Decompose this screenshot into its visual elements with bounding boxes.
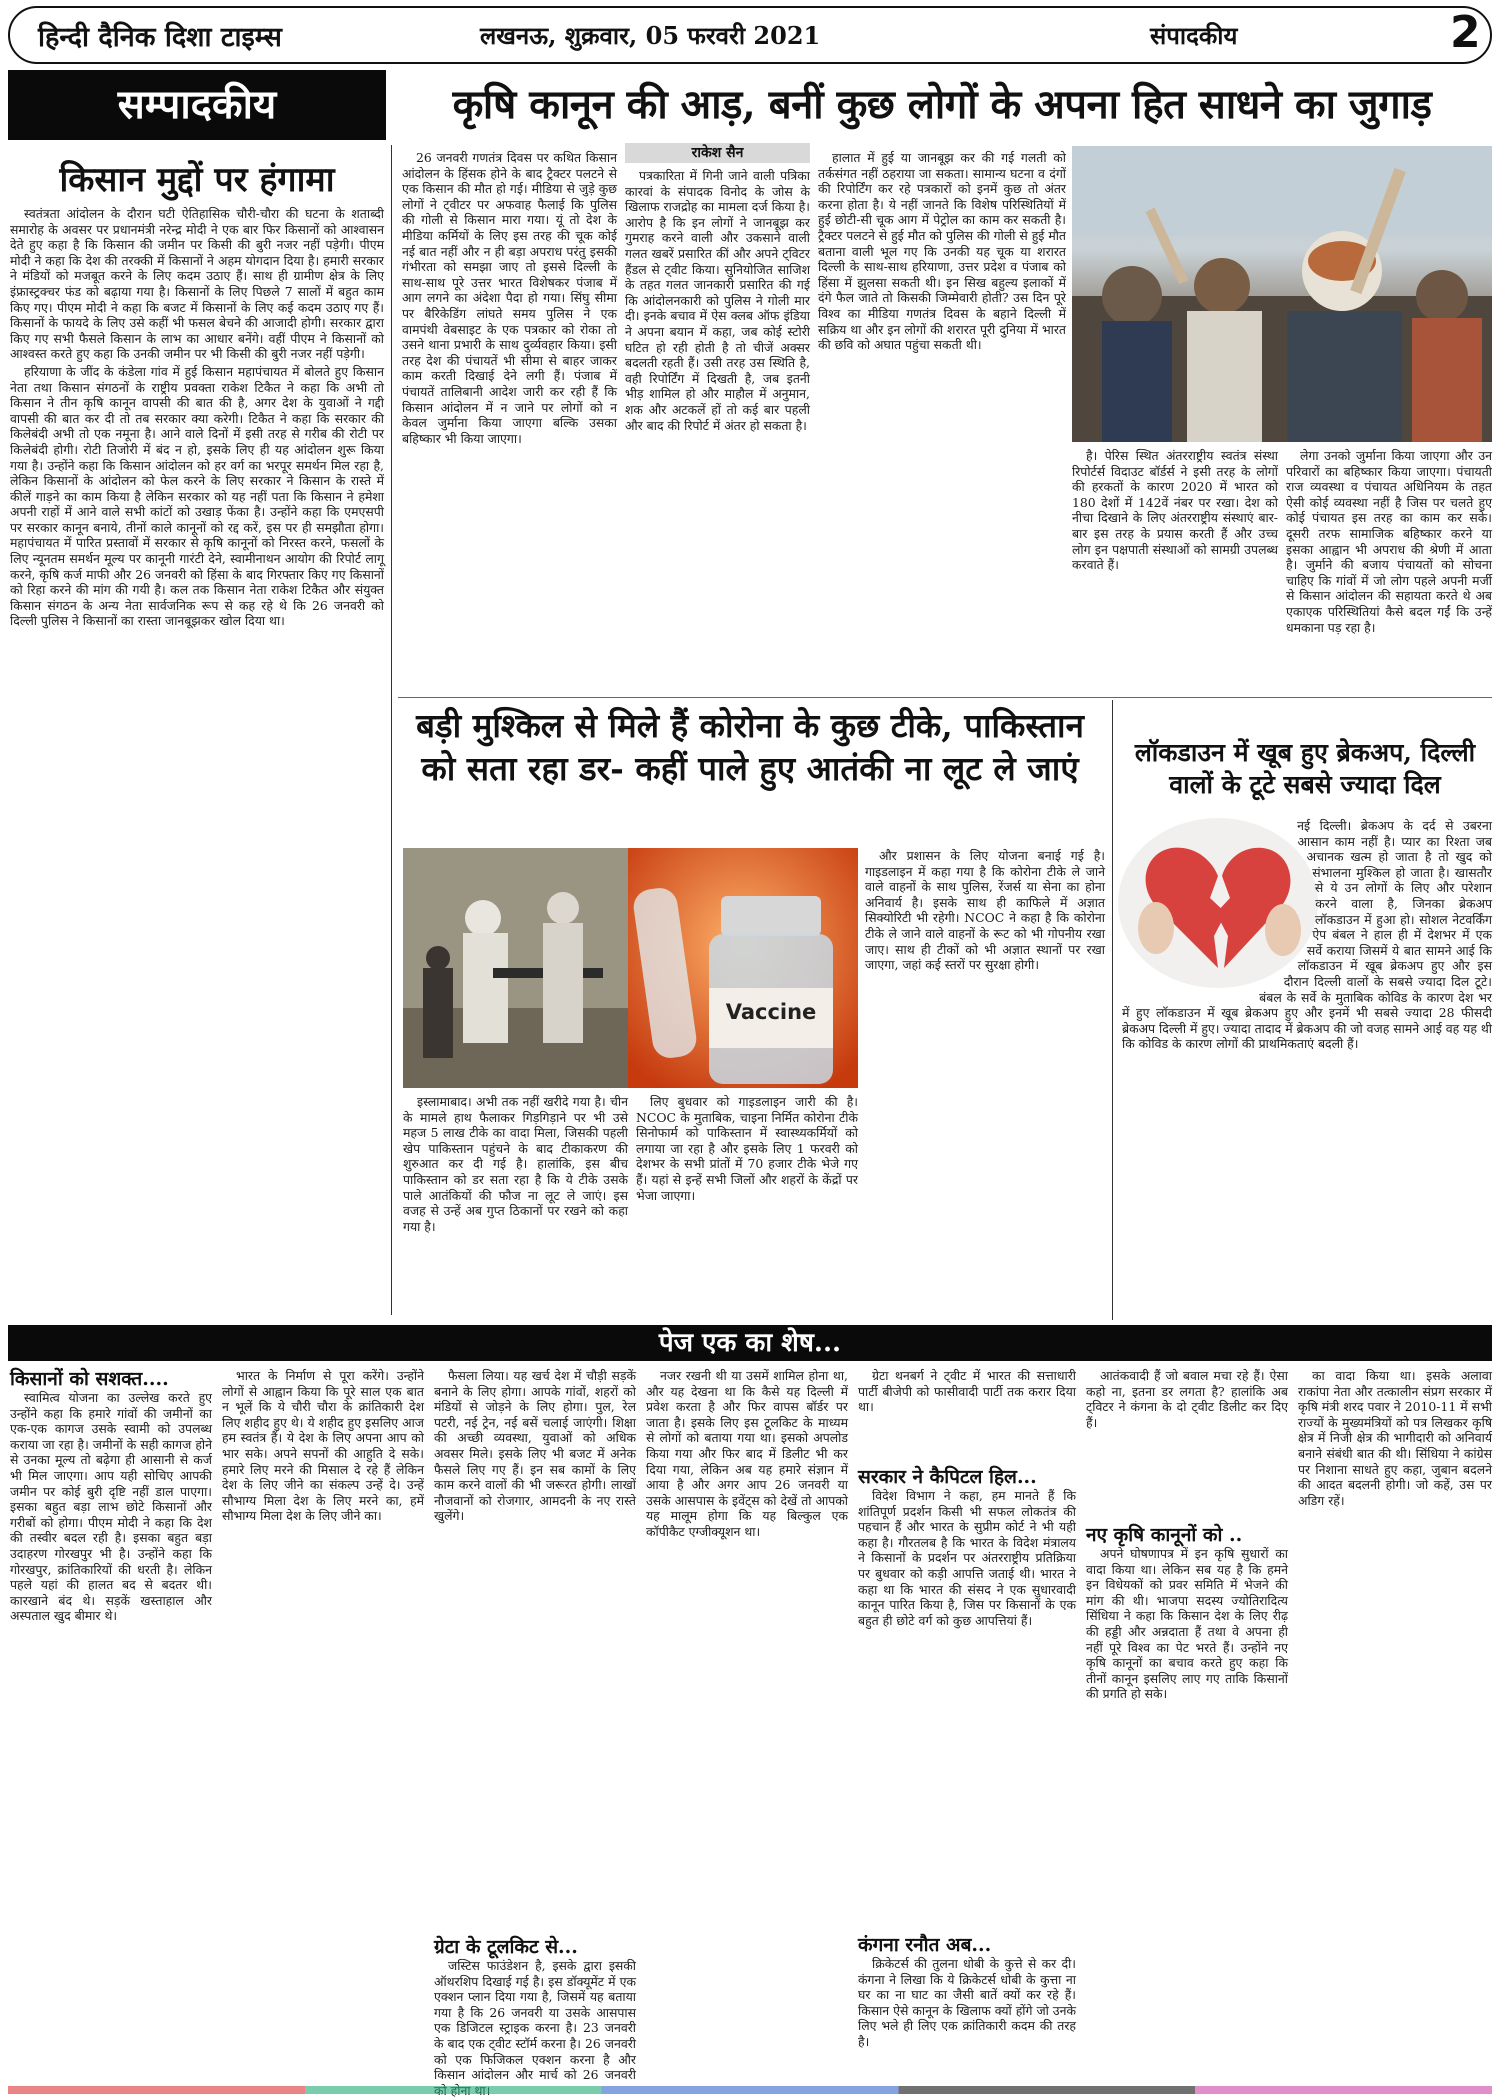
editorial-paragraph: हरियाणा के जींद के कंडेला गांव में हुई किसान महापंचायत में बोलते हुए किसान नेता तथा किसान संगठनों के राष्ट्रीय प्रवक्ता राकेश टिकैत ने कहा कि अभी तो किसान ने तीन कृषि कानून वापसी की बात की है, अगर देश के युवाओं ने गद्दी वापसी की बात कर दी तो तब सरकार क्या करेगी। टिकैत ने कहा कि सरकार की किलेबंदी अभी तो एक नमूना है। आने वाले दिनों में इसी तरह से गरीब की रोटी पर किलेबंदी होगी। रोटी तिजोरी में बंद न हो, इसके लिए ही यह आंदोलन शुरू किया गया है। उन्होंने कहा कि किसान आंदोलन को हर वर्ग का भरपूर समर्थन मिल रहा है, लेकिन किसानों के आंदोलन को फेल करने के लिए सरकार ने किसान के रास्ते में कीलें गाड़ने का काम किया है लेकिन सरकार को यह नहीं पता कि किसान ने हमेशा अपनी राहों में आने वाले सभी कांटों को उखाड़ फेंका है। उन्होंने कहा कि एमएसपी पर सरकार कानून बनाये, तीनों काले कानूनों को रद्द करें, इस पर ही समझौता होगा। महापंचायत में पारित प्रस्तावों में सरकार से कृषि कानूनों को निरस्त करने, फसलों के लिए न्यूनतम समर्थन मूल्य पर कानूनी गारंटी देने, स्वामीनाथन आयोग की रिपोर्ट लागू करने, कृषि कर्ज माफी और 26 जनवरी को हिंसा के बाद गिरफ्तार किए गए किसानों को रिहा करने की मांग की गयी है। कल तक किसान नेता राकेश टिकैत और संयुक्त किसान संगठन के अन्य नेता सार्वजनिक रूप से कह रहे थे कि 26 जनवरी को दिल्ली पुलिस ने किसानों का रास्ता जानबूझकर खोल दिया था। [10, 363, 384, 629]
continuation-text: फैसला लिया। यह खर्च देश में चौड़ी सड़कें बनाने के लिए होगा। आपके गांवों, शहरों को मंडियों से जोड़ने के लिए होगा। पुल, रेल पटरी, नई ट्रेन, नई बसें चलाई जाएंगी। शिक्षा की अच्छी व्यवस्था, युवाओं को अधिक अवसर मिले। इसके लिए भी बजट में अनेक फैसले लिए गए हैं। इन सब कामों के लिए काम करने वालों की भी जरूरत होगी। लाखों नौजवानों को रोजगार, आमदनी के नए रास्ते खुलेंगे। [434, 1368, 636, 1524]
continuation-text: क्रिकेटर्स की तुलना धोबी के कुत्ते से कर दी। कंगना ने लिखा कि ये क्रिकेटर्स धोबी के कुत्ता ना घर का ना घाट का जैसी बातें क्यों कर रहे हैं। किसान ऐसे कानून के खिलाफ क्यों होंगे जो उनके लिए भले ही लिए एक क्रांतिकारी कदम की तरह है। [858, 1956, 1076, 2049]
main-article-text: पत्रकारिता में गिनी जाने वाली पत्रिका कारवां के संपादक विनोद के जोस के खिलाफ राजद्रोह का मामला दर्ज किया है। आरोप है कि इन लोगों ने जानबूझ कर गुमराह करने वाली और उकसाने वाली गलत खबरें प्रसारित कीं और अपने ट्विटर हैंडल से ट्वीट किया। सुनियोजित साजिश के तहत गलत जानकारी प्रसारित की गई कि आंदोलनकारी को पुलिस ने गोली मार दी। इनके बचाव में ऐस क्लब ऑफ इंडिया ने अपना बयान में कहा, जब कोई स्टोरी घटित हो रही होती है तो चीजें अक्सर बदलती रहती हैं। उसी तरह उस स्थिति है, वही रिपोर्टिंग में दिखती है, जब इतनी भीड़ शामिल हो और माहौल में अनुमान, शक और अटकलें हों तो कई बार पहली और बाद की रिपोर्ट में अंतर हो सकता है। [625, 168, 810, 433]
column-divider [391, 145, 392, 1315]
vaccine-article-text: लिए बुधवार को गाइडलाइन जारी की है। NCOC के मुताबिक, चाइना निर्मित कोरोना टीके सिनोफार्म को पाकिस्तान में स्वास्थ्यकर्मियों को लगाया जा रहा है और इसके लिए 1 फरवरी को देशभर के सभी प्रांतों में 70 हजार टीके भेजे गए हैं। यहां से इन्हें सभी जिलों और शहरों के केंद्रों पर भेजा जाएगा। [636, 1094, 858, 1203]
vaccine-article-text: इस्लामाबाद। अभी तक नहीं खरीदे गया है। चीन के मामले हाथ फैलाकर गिड़गिड़ाने पर भी उसे महज 5 लाख टीके का वादा मिला, जिसकी पहली खेप पाकिस्तान पहुंचने के बाद टीकाकरण की शुरुआत कर दी गई है। हालांकि, इस बीच पाकिस्तान को डर सता रहा है कि ये टीके उसके पाले आतंकियों की फौज ना लूट ले जाएं। इस वजह से उन्हें अब गुप्त ठिकानों पर रखने को कहा गया है। [403, 1094, 628, 1234]
publication-name: हिन्दी दैनिक दिशा टाइम्स [38, 22, 282, 53]
vaccine-article-column [865, 848, 1105, 1318]
vaccine-article-text: और प्रशासन के लिए योजना बनाई गई है। गाइडलाइन में कहा गया है कि कोरोना टीके ले जाने वाले वाहनों के साथ पुलिस, रेंजर्स या सेना का होना अनिवार्य है। इसके साथ ही काफिले में अज्ञात सिक्योरिटी भी रहेगी। NCOC ने कहा है कि कोरोना टीके ले जाने वाले वाहनों के रूट को भी गोपनीय रखा जाए। साथ ही टीकों को भी अज्ञात स्थानों पर रखा जाएगा, जहां कई स्तरों पर सुरक्षा होगी। [865, 848, 1105, 973]
vaccine-photo-illustration [403, 848, 858, 1088]
continuation-head: कंगना रनौत अब... [858, 1934, 992, 1956]
vaccine-photo [403, 848, 858, 1088]
continuation-head: किसानों को सशक्त.... [10, 1368, 169, 1390]
editorial-banner: सम्पादकीय [8, 70, 386, 140]
column-divider [1112, 700, 1113, 1320]
protest-photo-caption [1072, 448, 1278, 690]
vaccine-article-column [403, 1094, 628, 1316]
continuation-text: स्वामित्व योजना का उल्लेख करते हुए उन्होंने कहा कि हमारे गांवों की जमीनों का एक-एक कागज उसके स्वामी को उपलब्ध कराया जा रहा है। जमीनों के सही कागज होने से उनका मूल्य तो बढ़ेगा ही आसानी से कर्ज भी मिल जाएगा। आप यही सोचिए आपकी जमीन पर कोई बुरी दृष्टि नहीं डाल पाएगा। इसका बहुत बड़ा लाभ छोटे किसानों और गरीबों को होगा। पीएम मोदी ने कहा कि देश की तस्वीर बदल रही है। इसका बहुत बड़ा उदाहरण गोरखपुर भी है। उन्होंने कहा कि गोरखपुर, क्रांतिकारियों की धरती है। लेकिन पहले यहां की हालत बद से बदतर थी। कारखाने बंद थे। सड़कें खस्ताहाल और अस्पताल खुद बीमार थे। [10, 1390, 212, 1624]
main-article-text: 26 जनवरी गणतंत्र दिवस पर कथित किसान आंदोलन के हिंसक होने के बाद ट्रैक्टर पलटने से एक किसान की मौत हो गई। मीडिया से जुड़े कुछ लोगों ने ट्वीटर पर अफवाह फैलाई कि पुलिस की गोली से किसान मारा गया। यूं तो देश के मीडिया कर्मियों के लिए इस तरह की चूक कोई नई बात नहीं और न ही बड़ा अपराध परंतु इसकी गंभीरता को समझा जाए तो इससे दिल्ली के साथ-साथ पूरे उत्तर भारत विशेषकर पंजाब में आग लगने का अंदेशा पैदा हो गया। सिंघु सीमा पर बैरिकेडिंग लांघते समय पुलिस ने एक वामपंथी वेबसाइट के एक पत्रकार को रोका तो उसने थाना प्रभारी के साथ दुर्व्यवहार किया। इसी तरह देश की पंचायतें भी सीमा से बाहर जाकर काम करती दिखाई देने लगी हैं। पंजाब में पंचायतें तालिबानी आदेश जारी कर रही हैं कि किसान आंदोलन में न जाने पर लोगों को न केवल जुर्माना किया जाएगा बल्कि उसका बहिष्कार भी किया जाएगा। [402, 150, 617, 446]
page-number: 2 [1450, 7, 1481, 58]
lockdown-headline: लॉकडाउन में खूब हुए ब्रेकअप, दिल्ली वालों के टूटे सबसे ज्यादा दिल [1134, 738, 1476, 799]
lockdown-paragraph: नई दिल्ली। ब्रेकअप के दर्द से उबरना आसान काम नहीं है। प्यार का रिश्ता जब अचानक खत्म हो जाता है तो खुद को संभालना मुश्किल हो जाता है। खासतौर से ये उन लोगों के लिए और परेशान करने वाला है, जिनका ब्रेकअप लॉकडाउन में हुआ हो। सोशल नेटवर्किंग ऐप बंबल ने हाल ही में देशभर में एक सर्वे कराया जिसमें ये बात सामने आई कि लॉकडाउन में खूब ब्रेकअप हुए और इस दौरान दिल्ली वालों के सबसे ज्यादा दिल टूटे। बंबल के सर्वे के मुताबिक कोविड के कारण देश भर में हुए लॉकडाउन में खूब ब्रेकअप हुए और इनमें भी सबसे ज्यादा 28 फीसदी ब्रेकअप दिल्ली में हुए। ज्यादा तादाद में ब्रेकअप की जो वजह सामने आई वह यह थी कि कोविड के कारण लोगों की प्राथमिकताएं बदली हैं। [1122, 818, 1492, 1052]
lockdown-article-text [1122, 818, 1492, 1318]
dateline: लखनऊ, शुक्रवार, 05 फरवरी 2021 [480, 21, 821, 50]
main-article-column [625, 168, 810, 690]
continuation-column [434, 1368, 636, 2083]
editorial-paragraph: स्वतंत्रता आंदोलन के दौरान घटी ऐतिहासिक चौरी-चौरा की घटना के शताब्दी समारोह के अवसर पर प्रधानमंत्री नरेन्द्र मोदी ने एक बार फिर किसानों को आश्वासन देते हुए कहा है कि किसान की जमीन पर किसी की बुरी नजर नहीं पड़ेगी। पीएम मोदी ने कहा कि देश की तरक्की में किसानों ने अहम योगदान दिया है। हमारी सरकार ने मंडियों को मजबूत करने के लिए कदम उठाए हैं। साथ ही ग्रामीण क्षेत्र के लिए इंफ्रास्ट्रक्चर फंड को बढ़ाया गया है। किसानों के लिए पिछले 7 सालों में बहुत काम किए गए। पीएम मोदी ने कहा कि बजट में किसानों के लिए कई कदम उठाए गए हैं। किसानों के फायदे के लिए उसे कहीं भी फसल बेचने की आजादी होगी। सरकार द्वारा किए गए सभी फैसले किसान के लाभ का आधार बनेंगे। वहीं पीएम ने किसानों को आश्वस्त करते हुए कहा कि उनकी जमीन पर भी किसी की बुरी नजर नहीं पड़ेगी। [10, 206, 384, 362]
continuation-head: नए कृषि कानूनों को .. [1086, 1524, 1243, 1546]
main-headline: कृषि कानून की आड़, बनीं कुछ लोगों के अपना हित साधने का जुगाड़ [452, 81, 1432, 128]
protest-photo [1072, 146, 1492, 442]
bottom-color-stripes [8, 2086, 1492, 2094]
continuation-head: सरकार ने कैपिटल हिल... [858, 1466, 1037, 1488]
continuation-column [858, 1368, 1076, 2080]
vaccine-vial-label: Vaccine [725, 1000, 817, 1024]
main-article-column [1286, 448, 1492, 690]
continuation-text: विदेश विभाग ने कहा, हम मानते हैं कि शांतिपूर्ण प्रदर्शन किसी भी सफल लोकतंत्र की पहचान हैं और भारत के सुप्रीम कोर्ट ने भी यही कहा है। गौरतलब है कि भारत के विदेश मंत्रालय ने किसानों के प्रदर्शन पर अंतरराष्ट्रीय प्रतिक्रिया पर बुधवार को कड़ी आपत्ति जताई थी। भारत ने कहा था कि भारत की संसद ने एक सुधारवादी कानून पारित किया है, जिस पर किसानों के एक बहुत ही छोटे वर्ग को कुछ आपत्तियां हैं। [858, 1488, 1076, 1628]
main-article-text: है। पेरिस स्थित अंतरराष्ट्रीय स्वतंत्र संस्था रिपोर्टर्स विदाउट बॉर्डर्स ने इसी तरह के लोगों की हरकतों के कारण 2020 में भारत को 180 देशों में 142वें नंबर पर रखा। देश को नीचा दिखाने के लिए अंतरराष्ट्रीय संस्थाएं बार-बार इस तरह के प्रयास करती हैं और उच्च लोग इन पक्षपाती संस्थाओं को सामग्री उपलब्ध करवाते हैं। [1072, 448, 1278, 573]
section-divider [398, 697, 1492, 698]
text-wrap-spacer [1122, 818, 1322, 990]
protest-photo-illustration [1072, 146, 1492, 442]
editorial-body [10, 206, 384, 1310]
continuation-head: ग्रेटा के टूलकिट से... [434, 1936, 578, 1958]
byline: राकेश सैन [625, 143, 810, 163]
vaccine-article-column [636, 1094, 858, 1316]
main-article-column [402, 150, 617, 690]
section-name: संपादकीय [1150, 21, 1238, 50]
continuation-text: भारत के निर्माण से पूरा करेंगे। उन्होंने लोगों से आह्वान किया कि पूरे साल एक बात न भूलें कि ये चौरी चौरा के क्रांतिकारी देश लिए शहीद हुए थे। ये शहीद हुए इसलिए आज हम स्वतंत्र हैं। ये देश के लिए अपना आप को भार सके। अपने सपनों की आहुति दे सके। हमारे लिए मरने की मिसाल दे रहे हैं लेकिन देश के लिए जीने का संकल्प उन्हें दे। उन्हें सौभाग्य मिला देश के लिए मरने का, हमें सौभाग्य मिला देश के लिए जीने का। [222, 1368, 424, 1524]
continuation-bar: पेज एक का शेष... [8, 1325, 1492, 1361]
main-article-text: लेगा उनको जुर्माना किया जाएगा और उन परिवारों का बहिष्कार किया जाएगा। पंचायती राज व्यवस्था व पंचायत अधिनियम के तहत ऐसी कोई व्यवस्था नहीं है जिस पर चलते हुए कोई पंचायत इस तरह का काम कर सके। दूसरी तरफ सामाजिक बहिष्कार करने या इसका आह्वान भी अपराध की श्रेणी में आता है। जुर्माने की बजाय पंचायतों को सोचना चाहिए कि गांवों में जो लोग पहले अपनी मर्जी से किसान आंदोलन की सहायता करते थे अब एकाएक परिस्थितियां कैसे बदल गईं कि उन्हें धमकाना पड़ रहा है। [1286, 448, 1492, 635]
continuation-text: ग्रेटा थनबर्ग ने ट्वीट में भारत की सत्ताधारी पार्टी बीजेपी को फासीवादी पार्टी तक करार दिया था। [858, 1368, 1076, 1415]
continuation-column [10, 1368, 212, 2080]
main-article-column [818, 150, 1066, 690]
continuation-column [1086, 1368, 1288, 2080]
continuation-column [1298, 1368, 1492, 2080]
continuation-text: नजर रखनी थी या उसमें शामिल होना था, और यह देखना था कि कैसे यह दिल्ली में प्रवेश करता है और फिर वापस बॉर्डर पर जाता है। इसके लिए इस टूलकिट के माध्यम से लोगों को बताया गया था। इसको अपलोड किया गया और फिर बाद में डिलीट भी कर दिया गया, लेकिन अब यह हमारे संज्ञान में आया है और अगर आप 26 जनवरी या उसके आसपास के इवेंट्स को देखें तो आपको यह मालूम होगा कि यह बिल्कुल एक कॉपीकैट एग्जीक्यूशन था। [646, 1368, 848, 1539]
continuation-column [222, 1368, 424, 2080]
vaccine-headline: बड़ी मुश्किल से मिले हैं कोरोना के कुछ टीके, पाकिस्तान को सता रहा डर- कहीं पाले हुए आतंकी ना लूट ले जाएं [416, 706, 1084, 788]
masthead [8, 6, 1492, 64]
continuation-text: का वादा किया था। इसके अलावा राकांपा नेता और तत्कालीन संप्रग सरकार में कृषि मंत्री शरद पवार ने 2010-11 में सभी राज्यों के मुख्यमंत्रियों को पत्र लिखकर कृषि क्षेत्र में निजी क्षेत्र की भागीदारी को अनिवार्य बनाने संबंधी बात की थी। सिंधिया ने कांग्रेस पर निशाना साधते हुए कहा, जुबान बदलने की आदत बदलनी होगी। जो कहें, उस पर अडिग रहें। [1298, 1368, 1492, 1508]
continuation-text: आतंकवादी हैं जो बवाल मचा रहे हैं। ऐसा कहो ना, इतना डर लगता है? हालांकि अब ट्विटर ने कंगना के दो ट्वीट डिलीट कर दिए हैं। [1086, 1368, 1288, 1430]
editorial-headline: किसान मुद्दों पर हंगामा [59, 160, 335, 200]
main-article-text: हालात में हुई या जानबूझ कर की गई गलती को तर्कसंगत नहीं ठहराया जा सकता। सामान्य घटना व दंगों की रिपोर्टिंग कर रहे पत्रकारों को इनमें कुछ तो अंतर करना होता है। ये नहीं जानते कि विशेष परिस्थितियों में हुई छोटी-सी चूक आग में पेट्रोल का काम कर सकती है। ट्रैक्टर पलटने से हुई मौत को पुलिस की गोली से हुई मौत बताना वाली भूल गए कि उनकी यह चूक या शरारत दिल्ली के साथ-साथ हरियाणा, उत्तर प्रदेश व पंजाब को हिंसा में झुलसा सकती थी। इन सिख बहुल्य इलाकों में दंगे फैल जाते तो किसकी जिम्मेवारी होती? उस दिन पूरे विश्व का मीडिया गणतंत्र दिवस के बहाने दिल्ली में सक्रिय था और इन लोगों की शरारत पूरी दुनिया में भारत की छवि को अघात पहुंचा सकती थी। [818, 150, 1066, 353]
continuation-text: जस्टिस फाउंडेशन है, इसके द्वारा इसकी ऑथरशिप दिखाई गई है। इस डॉक्यूमेंट में एक एक्शन प्लान दिया गया है, जिसमें यह बताया गया है कि 26 जनवरी या उसके आसपास एक डिजिटल स्ट्राइक करना है। 23 जनवरी के बाद एक ट्वीट स्टॉर्म करना है। 26 जनवरी को एक फिजिकल एक्शन करना है और किसान आंदोलन और मार्च को 26 जनवरी [434, 1958, 636, 2083]
continuation-text: अपने घोषणापत्र में इन कृषि सुधारों का वादा किया था। लेकिन सब यह है कि हमने इन विधेयकों को प्रवर समिति में भेजने की मांग की थी। भाजपा सदस्य ज्योतिरादित्य सिंधिया ने कहा कि किसान देश के लिए रीढ़ की हड्डी और अन्नदाता हैं तथा वे अपना ही नहीं पूरे विश्व का पेट भरते हैं। उन्होंने नए कृषि कानूनों का बचाव करते हुए कहा कि तीनों कानून इसलिए लाए गए ताकि किसानों की प्रगति हो सके। [1086, 1546, 1288, 1702]
continuation-column [646, 1368, 848, 2080]
